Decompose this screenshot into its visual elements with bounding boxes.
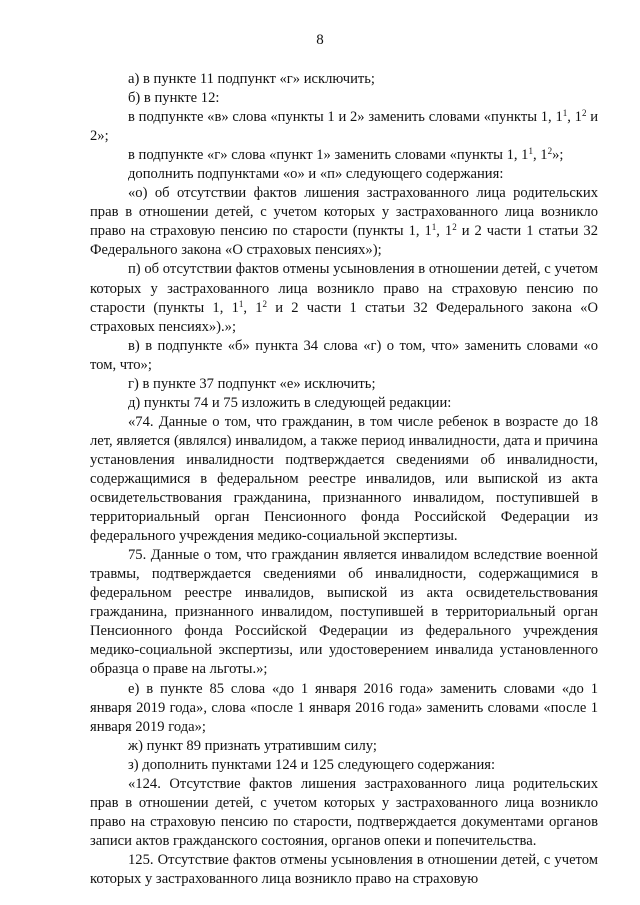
paragraph-a: а) в пункте 11 подпункт «г» исключить;: [128, 71, 375, 87]
paragraph-75: 75. Данные о том, что гражданин является инвалидом вследствие военной травмы, подтверждается сведениями об инвалидности, содержащимися в федеральном реестре инвалидов, выпиской из акта освидетельствования гражданина, признанного инвалидом, поступившей в территориальный орган Пенсионного фонда Российской Федерации из федерального учреждения медико-социальной экспертизы, или удостоверением инвалида установленного образца о праве на льготы.»;: [90, 547, 598, 678]
paragraph-b-g: в подпункте «г» слова «пункт 1» заменить словами «пункты 1, $1^1$, $1^2$»;: [128, 146, 564, 164]
paragraph-125: 125. Отсутствие фактов отмены усыновления в отношении детей, с учетом которых у застрахованного лица возникло право на страховую: [90, 851, 598, 887]
paragraph-v: в) в подпункте «б» пункта 34 слова «г) о том, что» заменить словами «о том, что»;: [90, 337, 598, 373]
page-number: 8: [316, 32, 324, 48]
paragraph-z: з) дополнить пунктами 124 и 125 следующего содержания:: [128, 756, 496, 773]
paragraph-124: «124. Отсутствие фактов лишения застрахованного лица родительских прав в отношении детей, с учетом которых у застрахованного лица возникло право на страховую пенсию по старости, подтверждается документами органов записи актов гражданского состояния, органов опеки и попечительства.: [90, 775, 598, 849]
paragraph-74: «74. Данные о том, что гражданин, в том числе ребенок в возрасте до 18 лет, является (являлся) инвалидом, а также период инвалидности, дата и причина установления инвалидности подтверждается сведениями об инвалидности, содержащимися в федеральном реестре инвалидов, или выпиской из акта освидетельствования гражданина, признанного инвалидом, поступившей в территориальный орган Пенсионного фонда Российской Федерации из федерального учреждения медико-социальной экспертизы.: [90, 413, 598, 545]
paragraph-subpoint-o: «о) об отсутствии фактов лишения застрахованного лица родительских прав в отношении детей, с учетом которых у застрахованного лица возникло право на страховую пенсию по старости (пункты 1, $1^1$, $1^2$ и 2 части 1 статьи 32 Федерального закона «О страховых пенсиях»);: [90, 185, 598, 259]
paragraph-e: е) в пункте 85 слова «до 1 января 2016 года» заменить словами «до 1 января 2019 года», слова «после 1 января 2016 года» заменить словами «после 1 января 2019 года»;: [90, 680, 598, 735]
paragraph-b-add: дополнить подпунктами «о» и «п» следующего содержания:: [128, 166, 504, 183]
paragraph-d: д) пункты 74 и 75 изложить в следующей редакции:: [128, 394, 452, 411]
paragraph-zh: ж) пункт 89 признать утратившим силу;: [128, 737, 377, 754]
document-body: [90, 70, 598, 889]
paragraph-b: б) в пункте 12:: [128, 90, 220, 107]
paragraph-g: г) в пункте 37 подпункт «е» исключить;: [128, 375, 376, 392]
paragraph-b-v: в подпункте «в» слова «пункты 1 и 2» заменить словами «пункты 1, $1^1$, $1^2$ и 2»;: [90, 108, 599, 145]
paragraph-subpoint-p: п) об отсутствии фактов отмены усыновления в отношении детей, с учетом которых у застрахованного лица возникло право на страховую пенсию по старости (пункты 1, $1^1$, $1^2$ и 2 части 1 статьи 32 Федерального закона «О страховых пенсиях»).»;: [90, 261, 599, 335]
